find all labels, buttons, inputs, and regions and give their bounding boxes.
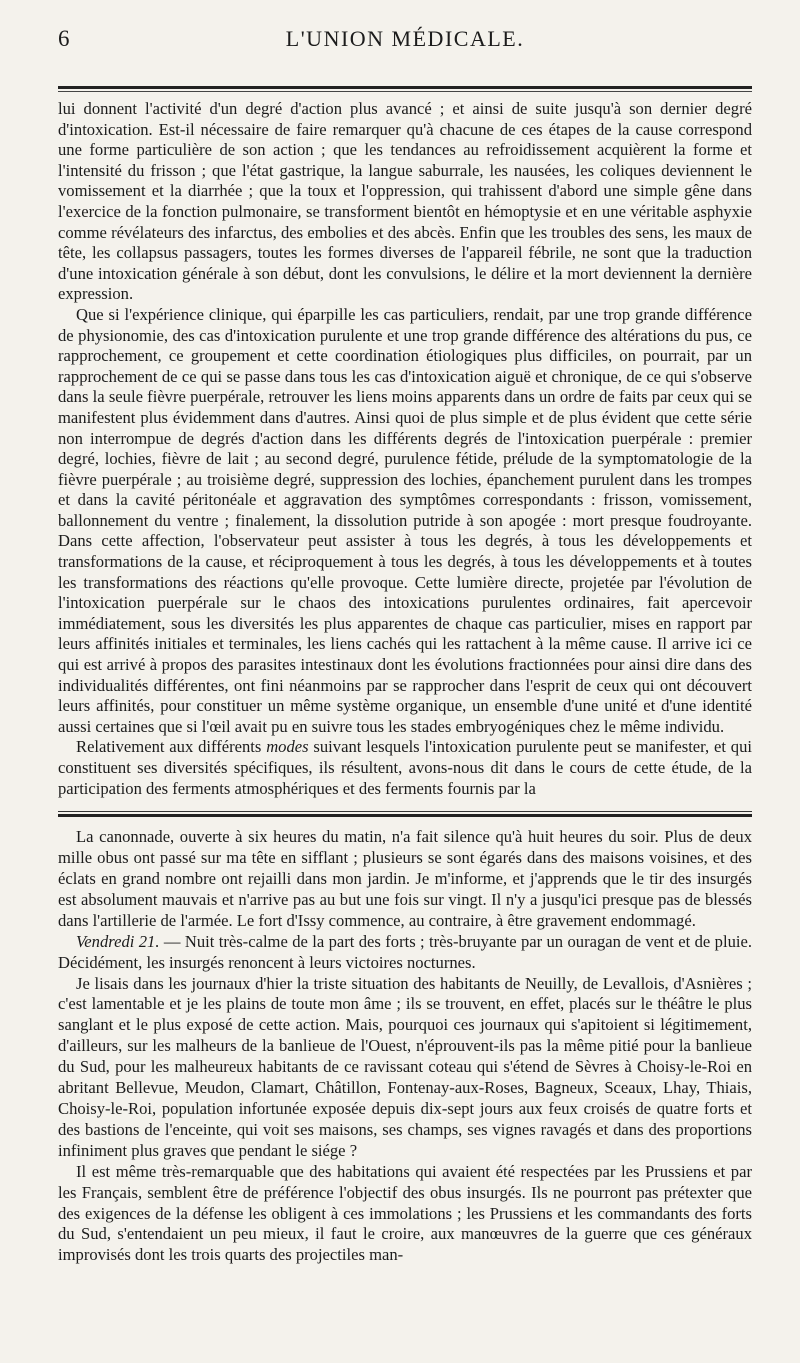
paragraph-text: Relativement aux différents	[76, 737, 267, 757]
journal-title: L'UNION MÉDICALE.	[285, 26, 525, 51]
paragraph	[58, 737, 752, 799]
article-body	[58, 99, 752, 799]
paragraph: La canonnade, ouverte à six heures du matin, n'a fait silence qu'à huit heures du soir. Plus de deux mille obus ont passé sur ma tête en sifflant ; plusieurs se sont égarés dans des maisons voisines, et des éclats en grand nombre ont rejailli dans mon jardin. Je m'informe, et j'apprends que le tir des insurgés est absolument mauvais et n'arrive pas au but une fois sur vingt. Il n'y a jusqu'ici presque pas de blessés dans l'artillerie de l'armée. Le fort d'Issy commence, au contraire, à être gravement endommagé.	[58, 827, 752, 930]
paragraph-text: suivant lesquels l'intoxication purulente peut se manifester, et qui constituent ses diversités spécifiques, ils résultent, avons-nous dit dans le cours de cette étude, de la participation des ferments atmosphériques et des ferments fournis par la	[58, 737, 752, 798]
paragraph: Que si l'expérience clinique, qui éparpille les cas particuliers, rendait, par une trop grande différence de physionomie, des cas d'intoxication purulente et une trop grande différence des altérations du pus, ce rapprochement, ce groupement et cette coordination étiologiques plus difficiles, on pourrait, par un rapprochement de ce qui se passe dans tous les cas d'intoxication aiguë et chronique, de ce qui s'observe dans la seule fièvre puerpérale, retrouver les liens moins apparents dans un ordre de faits par ceux qui se manifestent plus évidemment dans d'autres. Ainsi quoi de plus simple et de plus évident que cette série non interrompue de degrés d'action dans les différents degrés de l'intoxication puerpérale : premier degré, lochies, fièvre de lait ; au second degré, purulence fétide, prélude de la symptomatologie de la fièvre puerpérale ; au troisième degré, suppression des lochies, épanchement purulent dans les trompes et dans la cavité péritonéale et aggravation des symptômes correspondants : frisson, vomissement, ballonnement du ventre ; finalement, la dissolution putride à son apogée : mort presque foudroyante. Dans cette affection, l'observateur peut assister à tous les degrés, à tous les développements et transformations de la cause, et réciproquement à tous les degrés, à tous les développements et à toutes les transformations des réactions qu'elle provoque. Cette lumière directe, projetée par l'évolution de l'intoxication puerpérale sur le chaos des intoxications purulentes ordinaires, fait apercevoir immédiatement, sous les diversités les plus apparentes de chaque cas particulier, mises en rapport par leurs affinités initiales et terminales, les liens cachés qui les rattachent à la même cause. Il arrive ici ce qui est arrivé à propos des parasites intestinaux dont les évolutions fractionnées pour ainsi dire dans des individualités différentes, ont fini néanmoins par se rapprocher dans l'esprit de ceux qui ont découvert leurs affinités, pour constituer un même système organique, un ensemble d'une unité et d'une identité aussi certaines que si l'œil avait pu en suivre tous les stades embryogéniques chez le même individu.	[58, 304, 752, 736]
feuilleton-body	[58, 827, 752, 1266]
feuilleton-rule	[58, 811, 752, 817]
paragraph: Il est même très-remarquable que des habitations qui avaient été respectées par les Prussiens et par les Français, semblent être de préférence l'objectif des obus insurgés. Ils ne pourront pas prétexter que des exigences de la défense les obligent à ces immolations ; les Prussiens et les commandants des forts du Sud, s'entendaient un peu mieux, il faut le croire, aux manœuvres de la guerre que ces généraux improvisés dont les trois quarts des projectiles man-	[58, 1161, 752, 1265]
dated-paragraph	[58, 932, 752, 974]
paragraph: lui donnent l'activité d'un degré d'action plus avancé ; et ainsi de suite jusqu'à son dernier degré d'intoxication. Est-il nécessaire de faire remarquer qu'à chacune de ces étapes de la cause correspond une forme particulière de son action ; que les tendances au refroidissement acquièrent la forme et l'intensité du frisson ; que l'état gastrique, la langue saburrale, les nausées, les coliques deviennent le vomissement et la diarrhée ; que la toux et l'oppression, qui trahissent d'abord une simple gêne dans l'exercice de la fonction pulmonaire, se transforment bientôt en hémoptysie et en une véritable asphyxie comme révélateurs des infarctus, des embolies et des abcès. Enfin que les troubles des sens, les maux de tête, les collapsus passagers, toutes les formes diverses de l'appareil fébrile, ne sont que la traduction d'une intoxication générale à son début, dont les convulsions, le délire et la mort deviennent la dernière expression.	[58, 99, 752, 304]
italic-term: modes	[266, 737, 309, 757]
paragraph: Je lisais dans les journaux d'hier la triste situation des habitants de Neuilly, de Levallois, d'Asnières ; c'est lamentable et je les plains de toute mon âme ; ils se trouvent, en effet, placés sur le théâtre le plus sanglant et le plus exposé de cette action. Mais, pourquoi ces journaux qui s'apitoient si légitimement, d'ailleurs, sur les malheurs de la banlieue de l'Ouest, n'éprouvent-ils pas la même pitié pour la banlieue du Sud, pour les malheureux habitants de ce ravissant coteau qui s'étend de Sèvres à Choisy-le-Roi en abritant Bellevue, Meudon, Clamart, Châtillon, Fontenay-aux-Roses, Bagneux, Sceaux, Lhay, Thiais, Choisy-le-Roi, population infortunée exposée depuis dix-sept jours aux feux croisés de quatre forts et des bastions de l'enceinte, qui voit ses maisons, ses champs, ses vignes ravagés et dans des proportions infiniment plus graves que pendant le siége ?	[58, 973, 752, 1160]
date-heading: Vendredi 21.	[76, 931, 160, 951]
running-head	[58, 26, 752, 60]
paragraph-text: — Nuit très-calme de la part des forts ; très-bruyante par un ouragan de vent et de pluie. Décidément, les insurgés renoncent à leurs victoires nocturnes.	[58, 931, 753, 972]
header-rule	[58, 86, 752, 89]
page-number: 6	[58, 26, 70, 51]
